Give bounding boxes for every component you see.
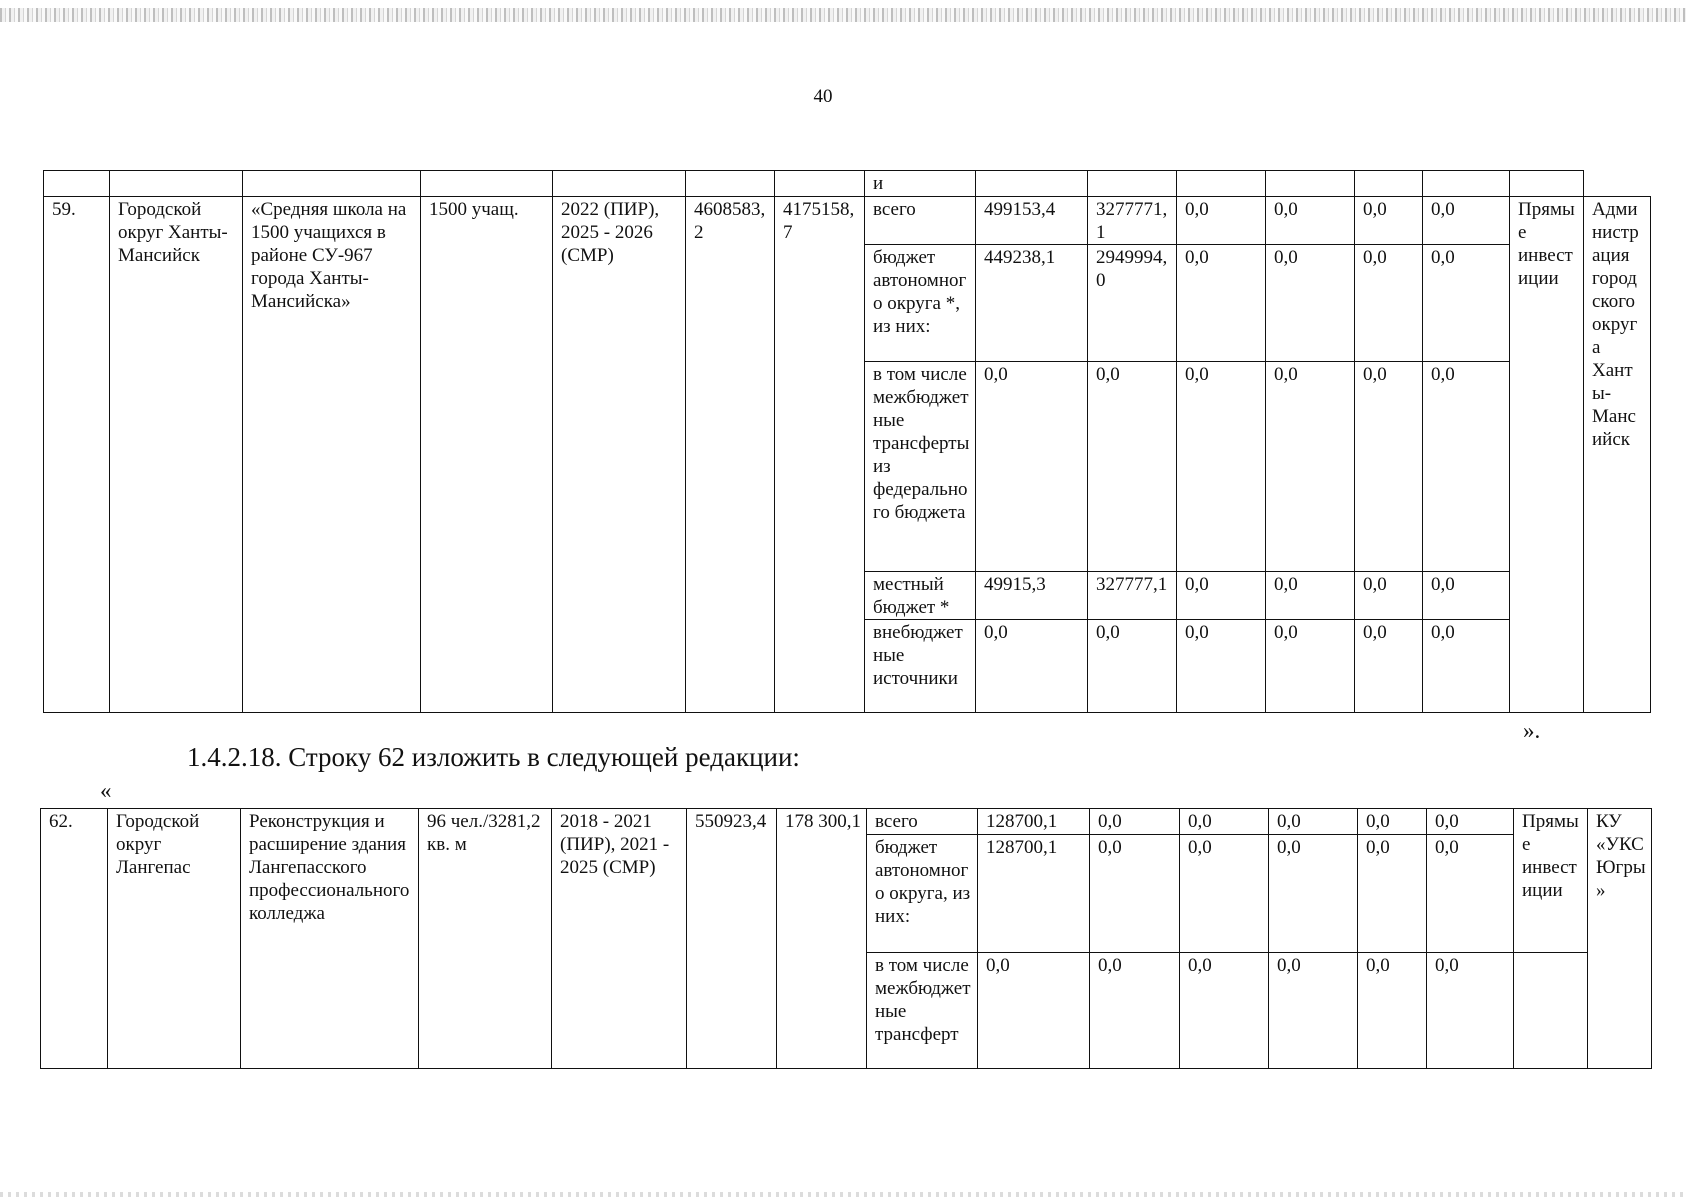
page-number: 40 bbox=[813, 86, 833, 107]
cont-cell bbox=[110, 171, 243, 197]
value-cell: 0,0 bbox=[1423, 620, 1510, 713]
mechanism-cell: Прямые инвестиции bbox=[1510, 197, 1584, 713]
funding-source-cell: внебюджетные источники bbox=[865, 620, 976, 713]
cont-source-cell: и bbox=[865, 171, 976, 197]
funding-source-cell: бюджет автономного округа *, из них: bbox=[865, 245, 976, 362]
value-cell: 0,0 bbox=[1266, 197, 1355, 245]
value-cell: 0,0 bbox=[1355, 572, 1423, 620]
row-number: 59. bbox=[44, 197, 110, 713]
table-row bbox=[41, 809, 1652, 835]
estimated-cost-cell: 4608583,2 bbox=[686, 197, 775, 713]
value-cell: 0,0 bbox=[1266, 620, 1355, 713]
funding-source-cell: всего bbox=[867, 809, 978, 835]
value-cell: 0,0 bbox=[1177, 572, 1266, 620]
value-cell: 0,0 bbox=[1177, 362, 1266, 572]
value-cell: 0,0 bbox=[1358, 953, 1427, 1069]
cont-cell bbox=[1423, 171, 1510, 197]
cont-cell bbox=[1355, 171, 1423, 197]
value-cell: 0,0 bbox=[1266, 362, 1355, 572]
customer-cell: Администрация городского округа Ханты-Мансийск bbox=[1584, 197, 1651, 713]
customer-cell: КУ «УКС Югры» bbox=[1588, 809, 1652, 1069]
value-cell: 0,0 bbox=[1427, 809, 1514, 835]
mechanism-cell: Прямые инвестиции bbox=[1514, 809, 1588, 953]
value-cell: 128700,1 bbox=[978, 835, 1090, 953]
funding-source-cell: в том числе межбюджетные трансферты из федерального бюджета bbox=[865, 362, 976, 572]
value-cell: 499153,4 bbox=[976, 197, 1088, 245]
amendment-instruction: 1.4.2.18. Строку 62 изложить в следующей редакции: bbox=[187, 742, 800, 772]
capacity-cell: 1500 учащ. bbox=[421, 197, 553, 713]
value-cell: 0,0 bbox=[1423, 197, 1510, 245]
table-row bbox=[44, 197, 1651, 245]
value-cell: 0,0 bbox=[978, 953, 1090, 1069]
value-cell: 0,0 bbox=[1090, 953, 1180, 1069]
value-cell: 327777,1 bbox=[1088, 572, 1177, 620]
value-cell: 0,0 bbox=[1177, 620, 1266, 713]
opening-quote: « bbox=[100, 778, 112, 803]
value-cell: 0,0 bbox=[1358, 809, 1427, 835]
cont-cell bbox=[686, 171, 775, 197]
value-cell: 0,0 bbox=[1088, 620, 1177, 713]
remaining-cost-cell: 4175158,7 bbox=[775, 197, 865, 713]
cont-cell bbox=[1177, 171, 1266, 197]
remaining-cost-cell: 178 300,1 bbox=[777, 809, 867, 1069]
object-name-cell: Реконструкция и расширение здания Лангепасского профессионального колледжа bbox=[241, 809, 419, 1069]
value-cell: 0,0 bbox=[1358, 835, 1427, 953]
cont-cell bbox=[1266, 171, 1355, 197]
scan-artifact-top bbox=[0, 8, 1686, 22]
value-cell: 0,0 bbox=[976, 620, 1088, 713]
capacity-cell: 96 чел./3281,2 кв. м bbox=[419, 809, 552, 1069]
value-cell: 0,0 bbox=[1090, 835, 1180, 953]
value-cell: 0,0 bbox=[1355, 362, 1423, 572]
value-cell: 0,0 bbox=[1423, 362, 1510, 572]
cont-cell bbox=[1088, 171, 1177, 197]
value-cell: 0,0 bbox=[1427, 835, 1514, 953]
funding-source-cell: всего bbox=[865, 197, 976, 245]
closing-quote: ». bbox=[1523, 718, 1541, 743]
cont-cell bbox=[553, 171, 686, 197]
cont-cell bbox=[976, 171, 1088, 197]
period-cell: 2018 - 2021 (ПИР), 2021 - 2025 (СМР) bbox=[552, 809, 687, 1069]
value-cell: 0,0 bbox=[1269, 809, 1358, 835]
funding-source-cell: в том числе межбюджетные трансферт bbox=[867, 953, 978, 1069]
value-cell: 0,0 bbox=[976, 362, 1088, 572]
value-cell: 0,0 bbox=[1180, 835, 1269, 953]
municipality-cell: Городской округ Ханты-Мансийск bbox=[110, 197, 243, 713]
value-cell: 0,0 bbox=[1423, 572, 1510, 620]
period-cell: 2022 (ПИР), 2025 - 2026 (СМР) bbox=[553, 197, 686, 713]
value-cell: 0,0 bbox=[1355, 197, 1423, 245]
table-row-62 bbox=[40, 808, 1652, 1069]
cont-cell bbox=[775, 171, 865, 197]
table-row-59 bbox=[43, 170, 1651, 713]
value-cell: 3277771,1 bbox=[1088, 197, 1177, 245]
value-cell: 449238,1 bbox=[976, 245, 1088, 362]
scan-artifact-bottom bbox=[0, 1192, 1686, 1197]
value-cell: 0,0 bbox=[1177, 197, 1266, 245]
mechanism-cell-empty bbox=[1514, 953, 1588, 1069]
value-cell: 49915,3 bbox=[976, 572, 1088, 620]
continuation-row bbox=[44, 171, 1651, 197]
value-cell: 0,0 bbox=[1355, 245, 1423, 362]
value-cell: 128700,1 bbox=[978, 809, 1090, 835]
value-cell: 0,0 bbox=[1427, 953, 1514, 1069]
funding-source-cell: местный бюджет * bbox=[865, 572, 976, 620]
funding-source-cell: бюджет автономного округа, из них: bbox=[867, 835, 978, 953]
value-cell: 0,0 bbox=[1266, 572, 1355, 620]
value-cell: 2949994,0 bbox=[1088, 245, 1177, 362]
value-cell: 0,0 bbox=[1180, 953, 1269, 1069]
object-name-cell: «Средняя школа на 1500 учащихся в районе СУ-967 города Ханты-Мансийска» bbox=[243, 197, 421, 713]
municipality-cell: Городской округ Лангепас bbox=[108, 809, 241, 1069]
estimated-cost-cell: 550923,4 bbox=[687, 809, 777, 1069]
cont-cell bbox=[44, 171, 110, 197]
value-cell: 0,0 bbox=[1269, 953, 1358, 1069]
value-cell: 0,0 bbox=[1269, 835, 1358, 953]
value-cell: 0,0 bbox=[1177, 245, 1266, 362]
value-cell: 0,0 bbox=[1266, 245, 1355, 362]
value-cell: 0,0 bbox=[1355, 620, 1423, 713]
cont-cell bbox=[421, 171, 553, 197]
value-cell: 0,0 bbox=[1088, 362, 1177, 572]
cont-cell bbox=[1510, 171, 1584, 197]
value-cell: 0,0 bbox=[1090, 809, 1180, 835]
value-cell: 0,0 bbox=[1180, 809, 1269, 835]
row-number: 62. bbox=[41, 809, 108, 1069]
cont-cell bbox=[243, 171, 421, 197]
value-cell: 0,0 bbox=[1423, 245, 1510, 362]
